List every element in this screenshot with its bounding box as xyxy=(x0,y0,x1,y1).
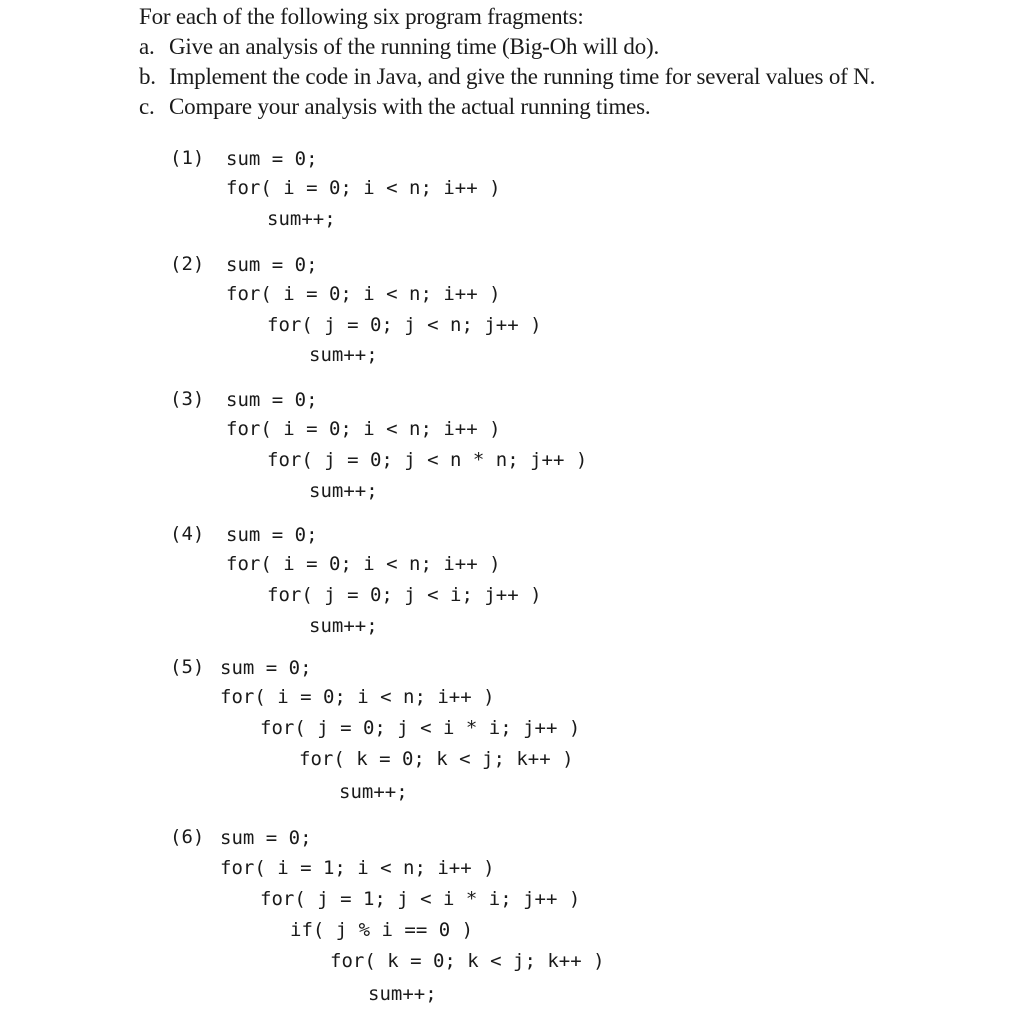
fragment-6-line-1: sum = 0; xyxy=(220,827,312,849)
intro-item-a xyxy=(139,32,875,62)
fragment-2-line-2: for( i = 0; i < n; i++ ) xyxy=(226,283,501,305)
fragment-4-line-3: for( j = 0; j < i; j++ ) xyxy=(267,584,542,606)
intro-item-marker: b. xyxy=(139,64,156,89)
fragment-5-label: (5) xyxy=(170,656,205,678)
intro-heading: For each of the following six program fragments: xyxy=(139,4,584,29)
fragment-6-line-3: for( j = 1; j < i * i; j++ ) xyxy=(260,888,581,910)
fragment-6-line-2: for( i = 1; i < n; i++ ) xyxy=(220,857,495,879)
fragment-5-line-3: for( j = 0; j < i * i; j++ ) xyxy=(260,717,581,739)
fragment-5-line-1: sum = 0; xyxy=(220,657,312,679)
fragment-3-line-3: for( j = 0; j < n * n; j++ ) xyxy=(267,449,588,471)
fragment-4-line-2: for( i = 0; i < n; i++ ) xyxy=(226,553,501,575)
fragment-3-line-4: sum++; xyxy=(309,480,378,502)
fragment-1-line-1: sum = 0; xyxy=(226,148,318,170)
fragment-1-line-2: for( i = 0; i < n; i++ ) xyxy=(226,177,501,199)
fragment-6-line-6: sum++; xyxy=(368,983,437,1005)
exercise-intro xyxy=(139,2,875,122)
fragment-6-line-4: if( j % i == 0 ) xyxy=(290,919,474,941)
fragment-5-line-2: for( i = 0; i < n; i++ ) xyxy=(220,686,495,708)
fragment-3-line-1: sum = 0; xyxy=(226,389,318,411)
fragment-4-label: (4) xyxy=(170,523,205,545)
fragment-5-line-5: sum++; xyxy=(339,781,408,803)
intro-item-text: Implement the code in Java, and give the running time for several values of N. xyxy=(169,64,876,89)
intro-item-marker: c. xyxy=(139,94,155,119)
intro-item-text: Give an analysis of the running time (Big-Oh will do). xyxy=(169,34,660,59)
fragment-2-line-4: sum++; xyxy=(309,344,378,366)
fragment-1-line-3: sum++; xyxy=(267,208,336,230)
fragment-4-line-1: sum = 0; xyxy=(226,524,318,546)
fragment-2-label: (2) xyxy=(170,253,205,275)
fragment-5-line-4: for( k = 0; k < j; k++ ) xyxy=(299,748,574,770)
intro-item-marker: a. xyxy=(139,34,155,59)
fragment-6-line-5: for( k = 0; k < j; k++ ) xyxy=(330,950,605,972)
fragment-6-label: (6) xyxy=(170,826,205,848)
intro-item-c xyxy=(139,92,875,122)
fragment-1-label: (1) xyxy=(170,147,205,169)
fragment-3-line-2: for( i = 0; i < n; i++ ) xyxy=(226,418,501,440)
fragment-3-label: (3) xyxy=(170,388,205,410)
fragment-4-line-4: sum++; xyxy=(309,615,378,637)
intro-item-b xyxy=(139,62,875,92)
fragment-2-line-1: sum = 0; xyxy=(226,254,318,276)
fragment-2-line-3: for( j = 0; j < n; j++ ) xyxy=(267,314,542,336)
intro-item-text: Compare your analysis with the actual running times. xyxy=(169,94,651,119)
